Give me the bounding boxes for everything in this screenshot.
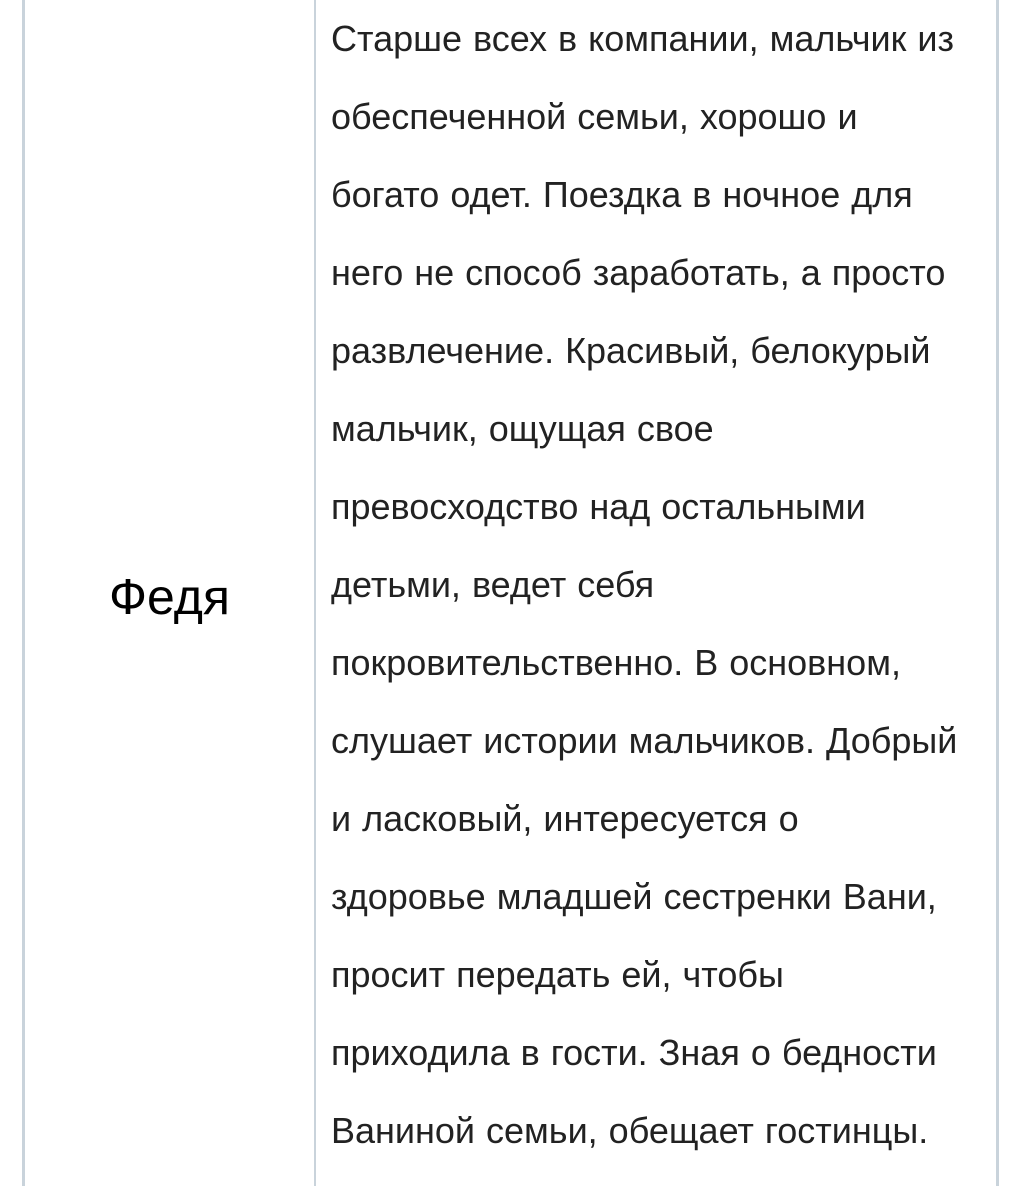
description-line: детьми, ведет себя xyxy=(331,564,655,605)
description-line: Старше всех в компании, мальчик из xyxy=(331,18,955,59)
character-description xyxy=(331,0,991,1170)
character-description-cell xyxy=(331,0,991,1170)
description-line: него не способ заработать, а просто xyxy=(331,252,946,293)
description-line: Ваниной семьи, обещает гостинцы. xyxy=(331,1110,929,1151)
description-line: покровительственно. В основном, xyxy=(331,642,901,683)
description-line: приходила в гости. Зная о бедности xyxy=(331,1032,937,1073)
character-name-cell xyxy=(25,0,314,1186)
description-line: богато одет. Поездка в ночное для xyxy=(331,174,913,215)
table-border-middle xyxy=(314,0,316,1186)
description-line: и ласковый, интересуется о xyxy=(331,798,799,839)
description-line: обеспеченной семьи, хорошо и xyxy=(331,96,858,137)
description-line: слушает истории мальчиков. Добрый xyxy=(331,720,958,761)
description-line: здоровье младшей сестренки Вани, xyxy=(331,876,937,917)
description-line: развлечение. Красивый, белокурый xyxy=(331,330,931,371)
description-line: просит передать ей, чтобы xyxy=(331,954,784,995)
character-name: Федя xyxy=(109,569,230,625)
table-border-right xyxy=(996,0,999,1186)
description-line: превосходство над остальными xyxy=(331,486,866,527)
description-line: мальчик, ощущая свое xyxy=(331,408,714,449)
